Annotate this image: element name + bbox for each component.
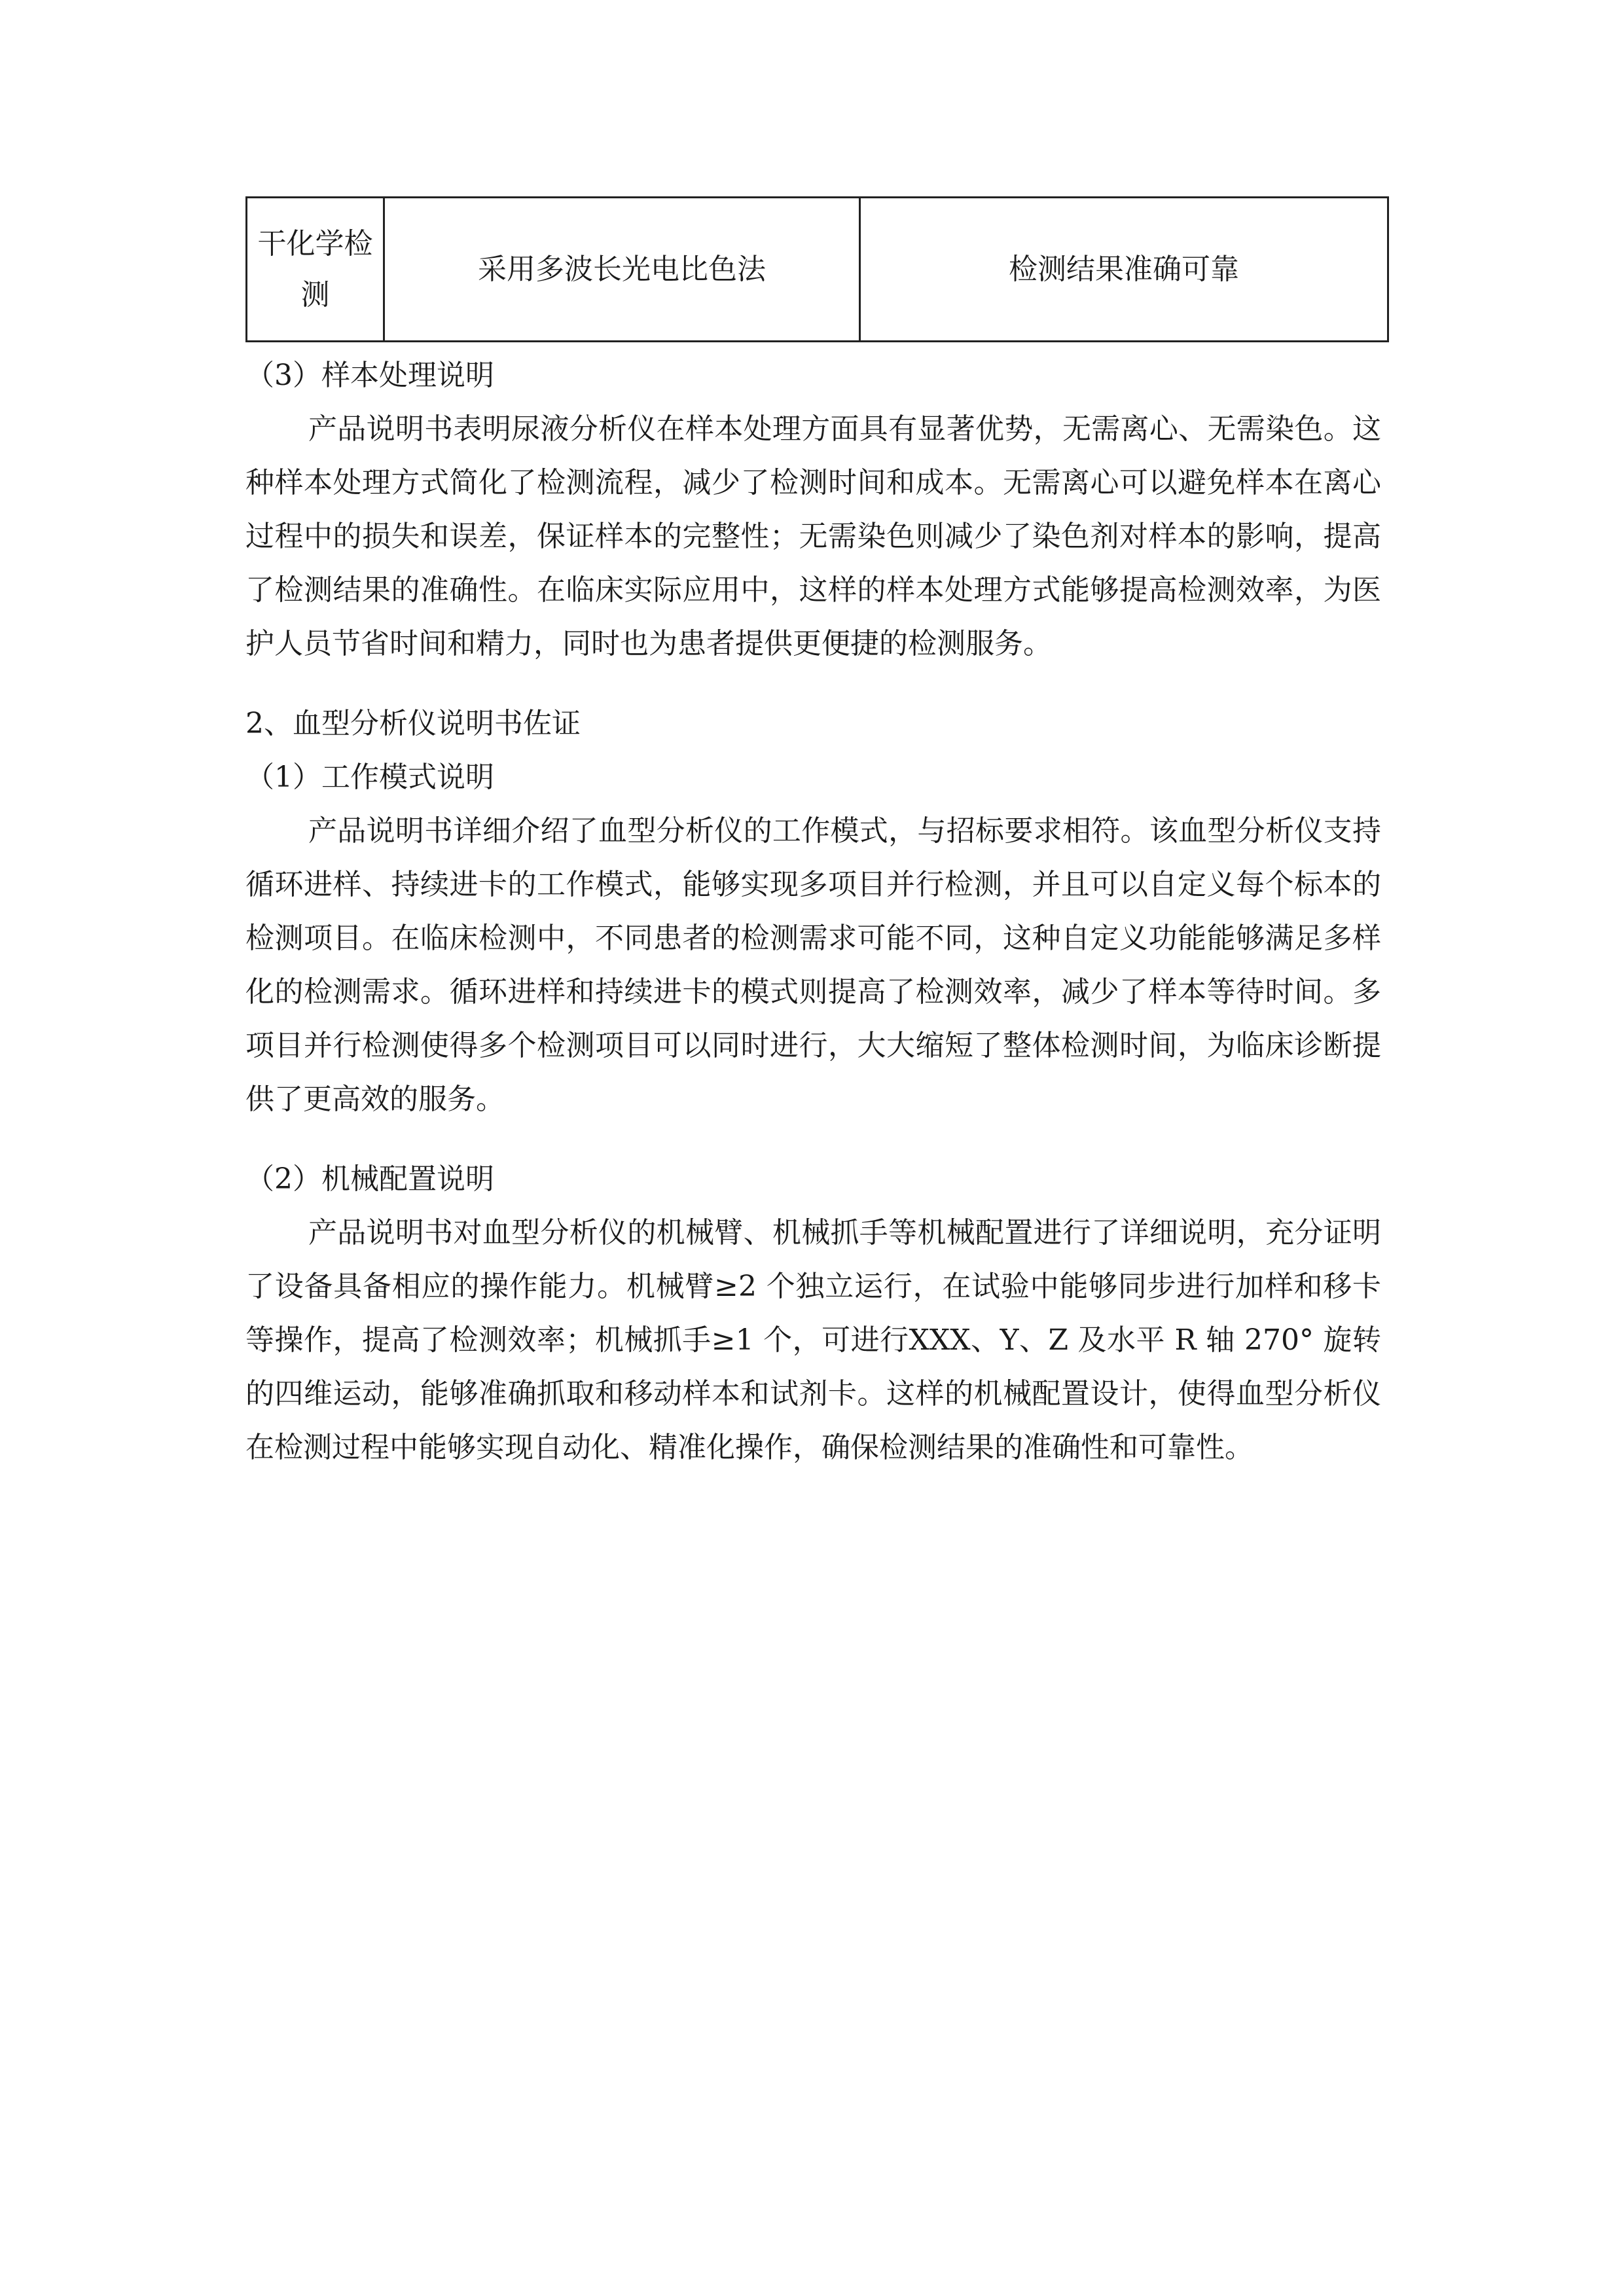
section-2-title: （2）机械配置说明 xyxy=(245,1162,494,1196)
section-3-title: （3）样本处理说明 xyxy=(245,359,494,392)
section-1-paragraph: 产品说明书详细介绍了血型分析仪的工作模式，与招标要求相符。该血型分析仪支持循环进样、持续进卡的工作模式，能够实现多项目并行检测，并且可以自定义每个标本的检测项目。在临床检测中，不同患者的检测需求可能不同，这种自定义功能能够满足多样化的检测需求。循环进样和持续进卡的模式则提高了检测效率，减少了样本等待时间。多项目并行检测使得多个检测项目可以同时进行，大大缩短了整体检测时间，为临床诊断提供了更高效的服务。 xyxy=(245,814,1381,1116)
document-page xyxy=(245,196,1381,1475)
section-3-paragraph: 产品说明书表明尿液分析仪在样本处理方面具有显著优势，无需离心、无需染色。这种样本处理方式简化了检测流程，减少了检测时间和成本。无需离心可以避免样本在离心过程中的损失和误差，保证样本的完整性；无需染色则减少了染色剂对样本的影响，提高了检测结果的准确性。在临床实际应用中，这样的样本处理方式能够提高检测效率，为医护人员节省时间和精力，同时也为患者提供更便捷的检测服务。 xyxy=(245,412,1381,660)
section-1-title: （1）工作模式说明 xyxy=(245,761,494,794)
section-2-paragraph: 产品说明书对血型分析仪的机械臂、机械抓手等机械配置进行了详细说明，充分证明了设备具备相应的操作能力。机械臂≥2 个独立运行，在试验中能够同步进行加样和移卡等操作，提高了检测效率；机械抓手≥1 个，可进行XXX、Y、Z 及水平 R 轴 270° 旋转的四维运动，能够准确抓取和移动样本和试剂卡。这样的机械配置设计，使得血型分析仪在检测过程中能够实现自动化、精准化操作，确保检测结果的准确性和可靠性。 xyxy=(245,1216,1381,1464)
table-cell-result: 检测结果准确可靠 xyxy=(860,198,1388,342)
table-cell-item: 干化学检测 xyxy=(247,198,384,342)
spec-table xyxy=(245,196,1389,342)
heading-blood-type-analyzer: 2、血型分析仪说明书佐证 xyxy=(245,707,581,740)
table-cell-method: 采用多波长光电比色法 xyxy=(384,198,860,342)
table-row xyxy=(247,198,1388,342)
